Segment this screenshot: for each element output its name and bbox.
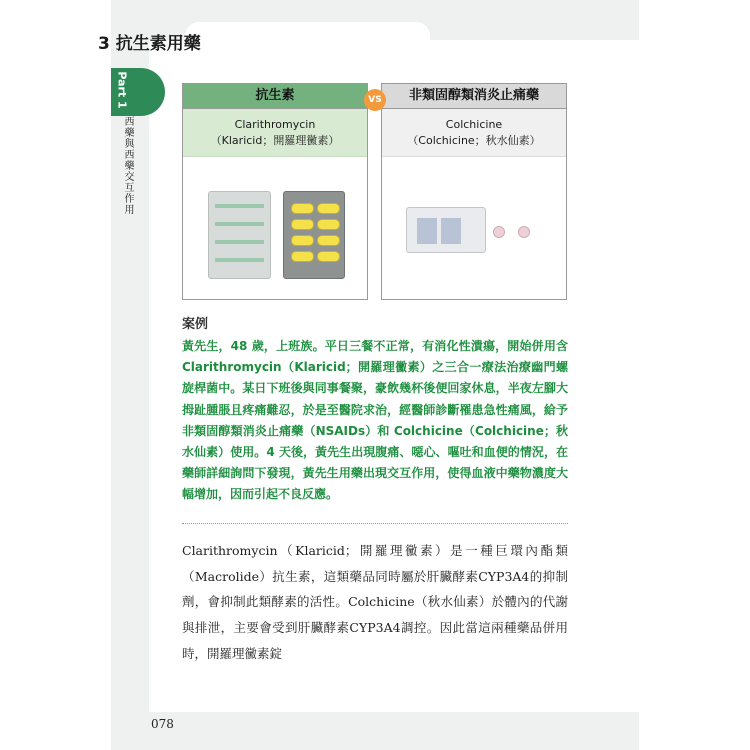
section-label: 西藥與西藥交互作用 (122, 116, 133, 215)
colchicine-tablet (518, 226, 530, 238)
nsaid-drug-name (382, 109, 566, 157)
antibiotic-header: 抗生素 (183, 84, 367, 109)
case-heading: 案例 (182, 317, 209, 332)
part-label: Part 1 (115, 71, 129, 109)
nsaid-box (381, 83, 567, 300)
bottom-band (111, 712, 639, 750)
clarithromycin-blister-front-photo (283, 191, 345, 279)
nsaid-name-line2: （Colchicine；秋水仙素） (407, 134, 541, 147)
page-number: 078 (151, 717, 174, 731)
antibiotic-name-line2: （Klaricid；開羅理黴素） (210, 134, 340, 147)
body-paragraph: Clarithromycin（Klaricid；開羅理黴素）是一種巨環內酯類（Macrolide）抗生素，這類藥品同時屬於肝臟酵素CYP3A4的抑制劑，會抑制此類酵素的活性。Colchicine（秋水仙素）於體內的代謝與排泄，主要會受到肝臟酵素CYP3A4調控。因此當這兩種藥品併用時，開羅理黴素錠 (182, 543, 568, 661)
divider (182, 523, 568, 524)
antibiotic-drug-name (183, 109, 367, 157)
case-text: 黃先生，48 歲，上班族。平日三餐不正常，有消化性潰瘍，開始併用含 Clarithromycin（Klaricid；開羅理黴素）之三合一療法治療幽門螺旋桿菌中。某日下班後與同事餐聚，豪飲幾杯後便回家休息，半夜左腳大拇趾腫脹且疼痛難忍，於是至醫院求治，經醫師診斷罹患急性痛風，給予非類固醇類消炎止痛藥（NSAIDs）和 Colchicine（Colchicine；秋水仙素）使用。4 天後，黃先生出現腹痛、噁心、嘔吐和血便的情況，在藥師詳細詢問下發現，黃先生用藥出現交互作用，使得血液中藥物濃度大幅增加，因而引起不良反應。 (182, 339, 568, 502)
chapter-tab (185, 22, 430, 58)
colchicine-tablet (493, 226, 505, 238)
vs-badge: VS (364, 89, 386, 111)
nsaid-name-line1: Colchicine (445, 118, 503, 131)
nsaid-header: 非類固醇類消炎止痛藥 (382, 84, 566, 109)
clarithromycin-blister-back-photo (208, 191, 271, 279)
colchicine-pack-photo (406, 207, 486, 253)
antibiotic-name-line1: Clarithromycin (234, 118, 316, 131)
chapter-title: 3 抗生素用藥 (98, 34, 201, 54)
